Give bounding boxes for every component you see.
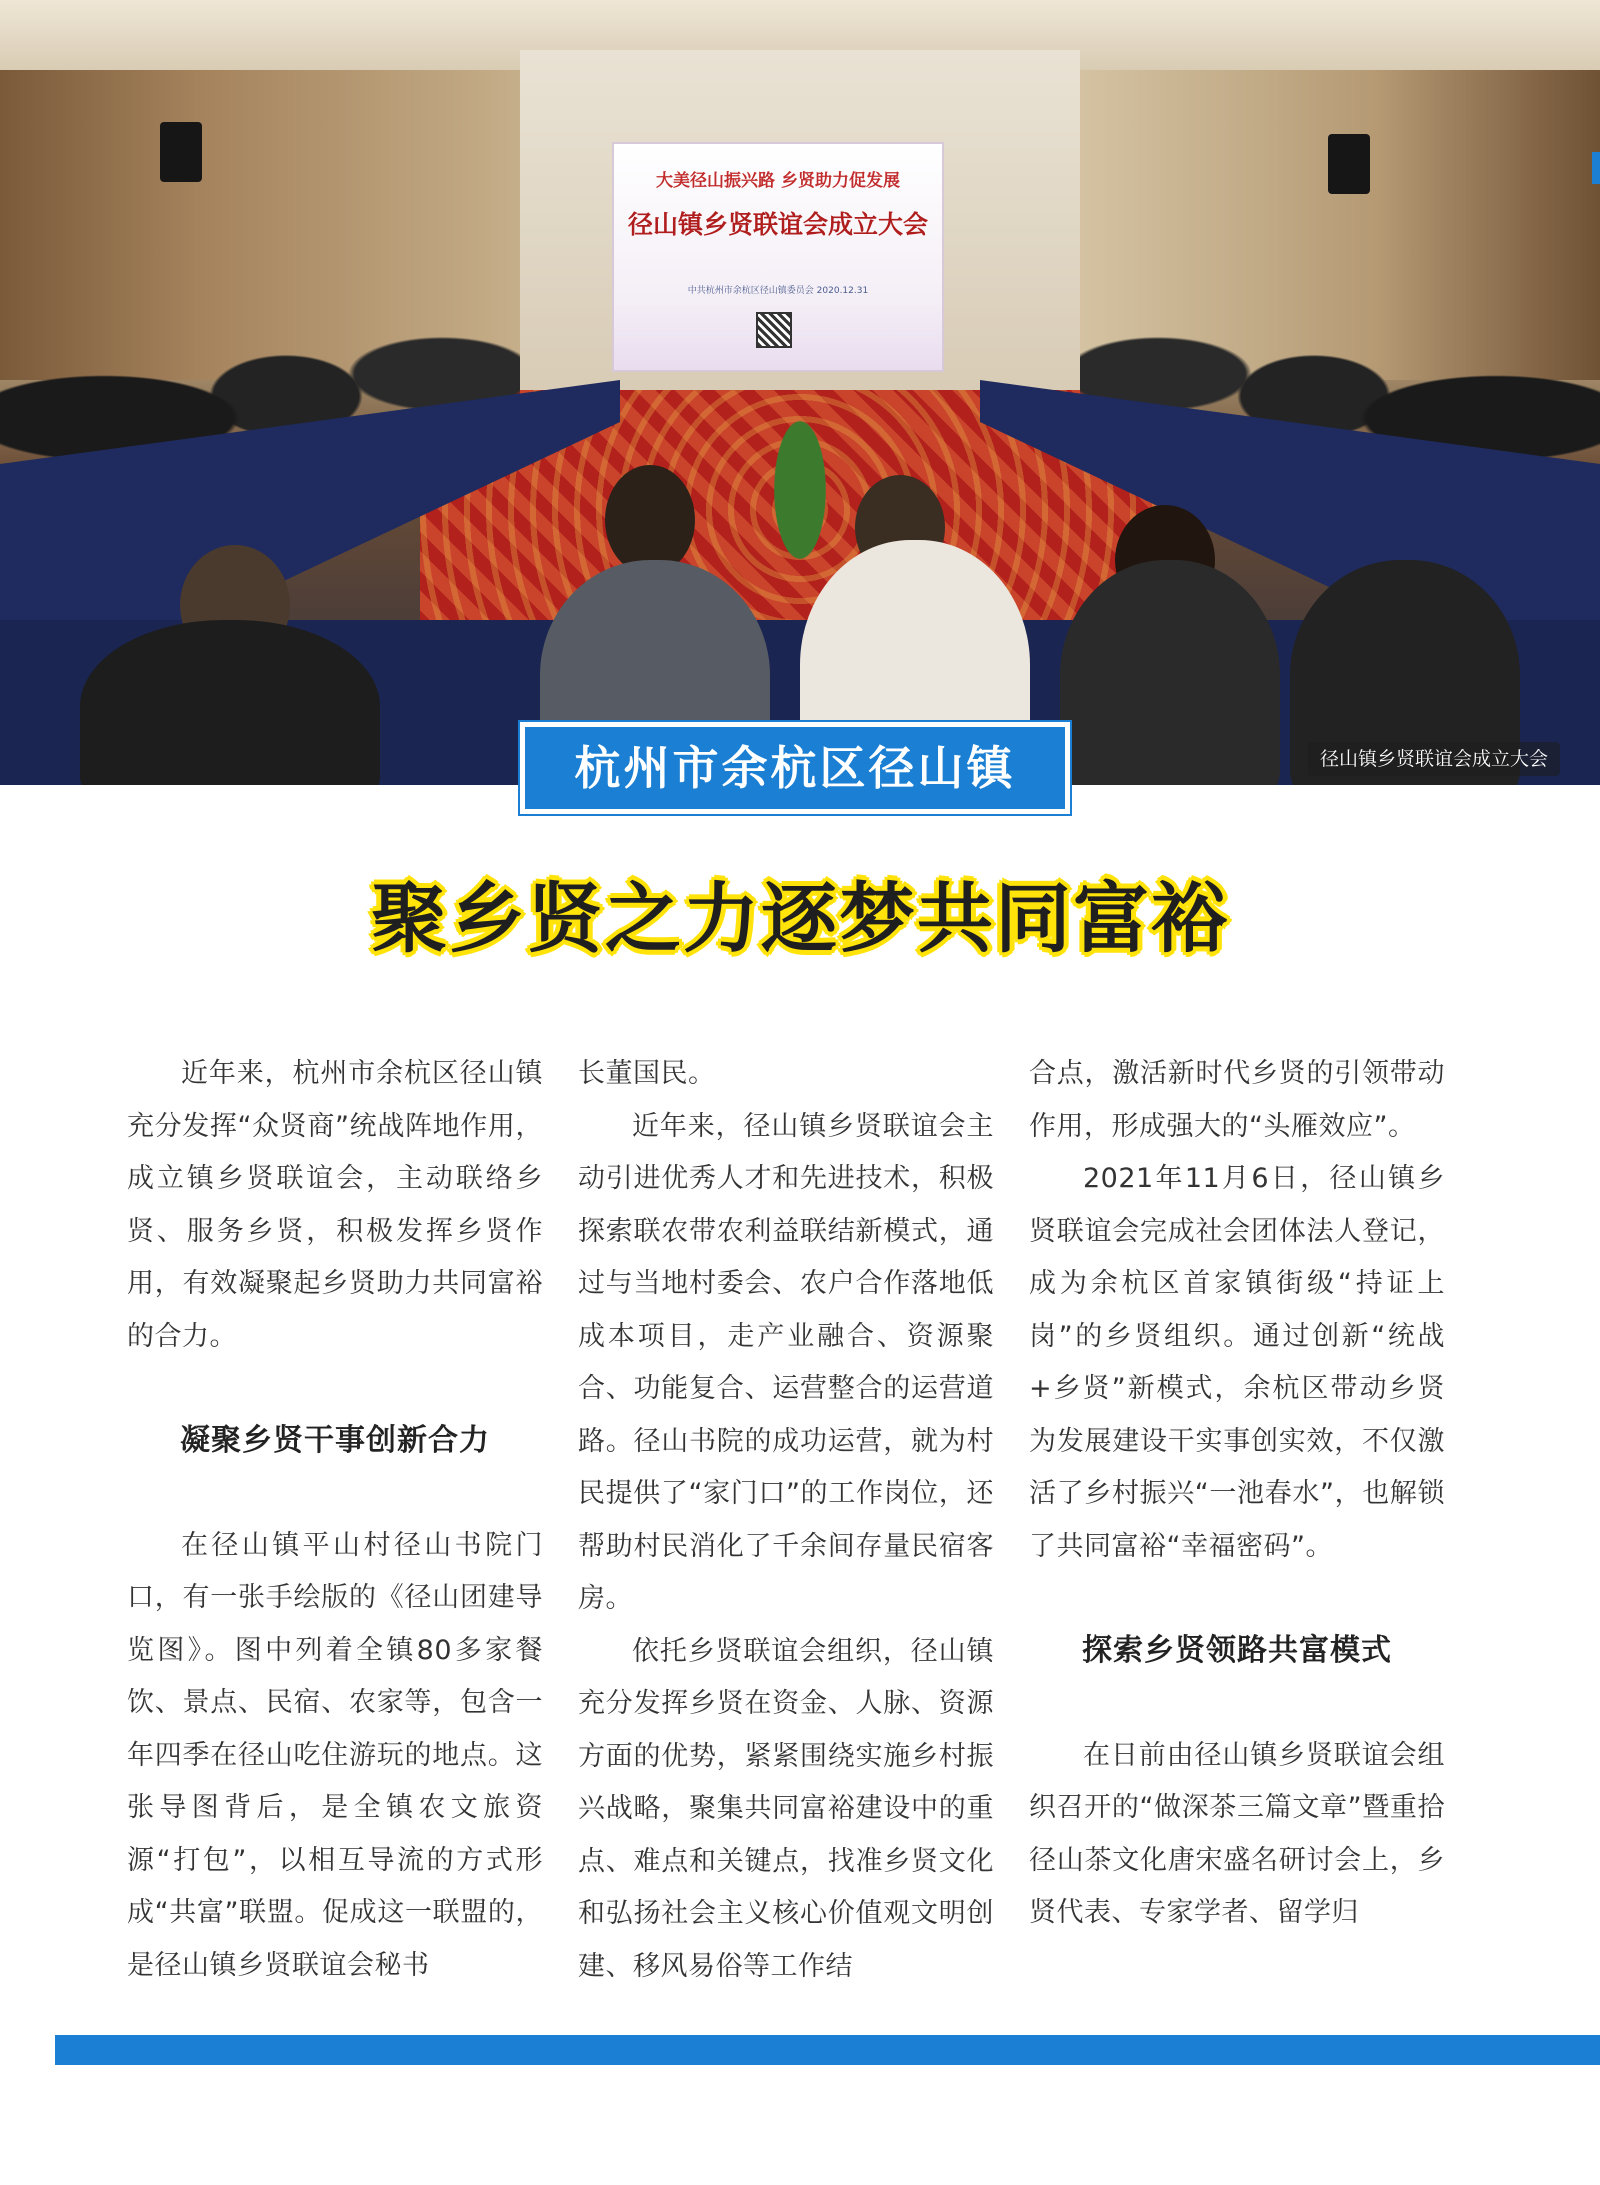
speaker-left (160, 122, 202, 182)
qr-code-icon (756, 312, 792, 348)
photo-caption: 径山镇乡贤联谊会成立大会 (1308, 742, 1560, 776)
section-heading: 探索乡贤领路共富模式 (1082, 1633, 1392, 1668)
banner-slogan: 大美径山振兴路 乡贤助力促发展 (656, 171, 900, 191)
attendee-head (605, 465, 695, 575)
text-column-3 (1029, 1048, 1445, 1940)
text-column-1 (127, 1048, 543, 1992)
event-banner (612, 142, 944, 372)
paragraph: 在日前由径山镇乡贤联谊会组织召开的“做深茶三篇文章”暨重拾径山茶文化唐宋盛名研讨会上，乡贤代表、专家学者、留学归 (1029, 1739, 1445, 1928)
speaker-right (1328, 134, 1370, 194)
article-headline: 聚乡贤之力逐梦共同富裕 (371, 874, 1229, 963)
paragraph: 2021年11月6日，径山镇乡贤联谊会完成社会团体法人登记，成为余杭区首家镇街级“持证上岗”的乡贤组织。通过创新“统战+乡贤”新模式，余杭区带动乡贤为发展建设干实事创实效，不仅激活了乡村振兴“一池春水”，也解锁了共同富裕“幸福密码”。 (1029, 1163, 1445, 1562)
paragraph-continued: 长董国民。 (578, 1058, 716, 1089)
paragraph: 近年来，径山镇乡贤联谊会主动引进优秀人才和先进技术，积极探索联农带农利益联结新模式，通过与当地村委会、农户合作落地低成本项目，走产业融合、资源聚合、功能复合、运营整合的运营道路。径山书院的成功运营，就为村民提供了“家门口”的工作岗位，还帮助村民消化了千余间存量民宿客房。 (578, 1110, 994, 1614)
banner-meeting-title: 径山镇乡贤联谊会成立大会 (627, 210, 928, 239)
attendee-body (80, 620, 380, 785)
section-heading: 凝聚乡贤干事创新合力 (180, 1423, 490, 1458)
banner-organizer: 中共杭州市余杭区径山镇委员会 2020.12.31 (687, 286, 869, 296)
footer-accent-bar (55, 2035, 1600, 2065)
paragraph: 近年来，杭州市余杭区径山镇充分发挥“众贤商”统战阵地作用，成立镇乡贤联谊会，主动联络乡贤、服务乡贤，积极发挥乡贤作用，有效凝聚起乡贤助力共同富裕的合力。 (127, 1058, 543, 1352)
hero-photo (0, 0, 1600, 785)
edge-accent-bar (1592, 152, 1600, 184)
paragraph-continued: 合点，激活新时代乡贤的引领带动作用，形成强大的“头雁效应”。 (1029, 1058, 1445, 1142)
text-column-2 (578, 1048, 994, 1993)
paragraph: 在径山镇平山村径山书院门口，有一张手绘版的《径山团建导览图》。图中列着全镇80多家餐饮、景点、民宿、农家等，包含一年四季在径山吃住游玩的地点。这张导图背后，是全镇农文旅资源“打包”，以相互导流的方式形成“共富”联盟。促成这一联盟的，是径山镇乡贤联谊会秘书 (127, 1529, 543, 1981)
location-badge: 杭州市余杭区径山镇 (520, 722, 1070, 814)
attendee-body (1060, 560, 1280, 785)
paragraph: 依托乡贤联谊会组织，径山镇充分发挥乡贤在资金、人脉、资源方面的优势，紧紧围绕实施乡村振兴战略，聚集共同富裕建设中的重点、难点和关键点，找准乡贤文化和弘扬社会主义核心价值观文明创建、移风易俗等工作结 (578, 1635, 994, 1982)
